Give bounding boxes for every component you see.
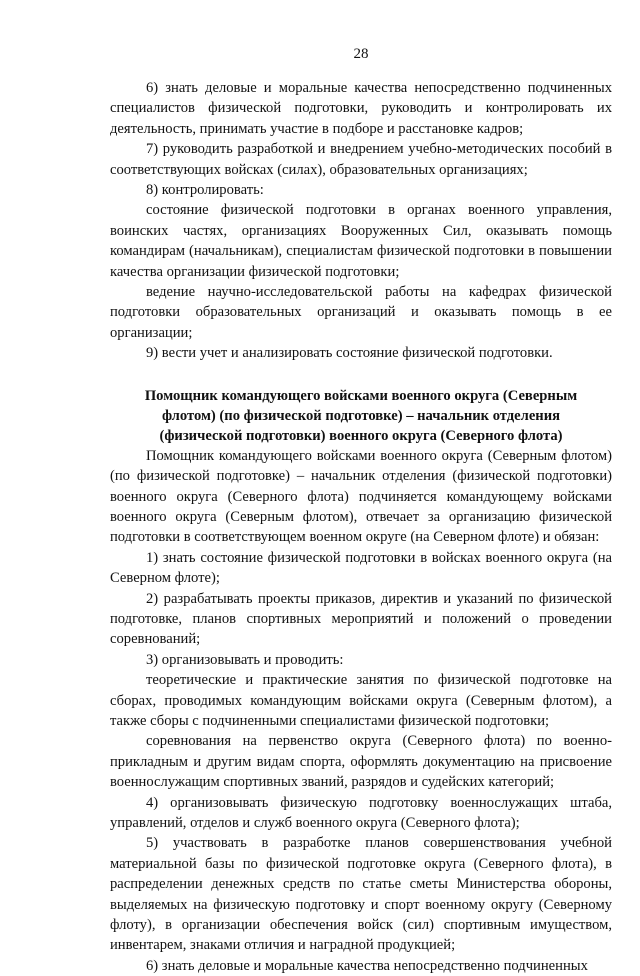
paragraph: 3) организовывать и проводить: [146, 651, 344, 668]
paragraph: 7) руководить разработкой и внедрением учебно-методических пособий в соответствующих войсках (силах), образовательных организациях; [110, 141, 612, 178]
paragraph: ведение научно-исследовательской работы на кафедрах физической подготовки образовательных организаций и оказывать помощь в ее организации; [110, 284, 612, 341]
paragraph: 1) знать состояние физической подготовки в войсках военного округа (на Северном флоте); [110, 549, 612, 587]
paragraph: 8) контролировать: [146, 182, 264, 199]
paragraph: состояние физической подготовки в органах военного управления, воинских частях, организациях Вооруженных Сил, оказывать помощь командирам (начальникам), специалистам физической подготовки в повышении качества организации физической подготовки; [110, 202, 612, 280]
page-number: 28 [353, 46, 369, 62]
section-heading: Помощник командующего войсками военного округа (Северным флотом) (по физической подготовке) – начальник отделения (физической подготовки) военного округа (Северного флота) [144, 387, 578, 444]
paragraph: 4) организовывать физическую подготовку военнослужащих штаба, управлений, отделов и служб военного округа (Северного флота); [110, 794, 612, 831]
paragraph: 6) знать деловые и моральные качества непосредственно подчиненных [146, 957, 588, 974]
paragraph: теоретические и практические занятия по физической подготовке на сборах, проводимых командующим войсками округа (Северным флотом), а также сборы с подчиненными специалистами физической подготовки; [110, 672, 612, 729]
paragraph: соревнования на первенство округа (Северного флота) по военно-прикладным и другим видам спорта, оформлять документацию на присвоение военнослужащим спортивных званий, разрядов и судейских категорий; [110, 733, 612, 791]
document-page [110, 44, 612, 976]
paragraph: 9) вести учет и анализировать состояние физической подготовки. [146, 345, 553, 362]
paragraph: Помощник командующего войсками военного округа (Северным флотом) (по физической подготовке) – начальник отделения (физической подготовки) военного округа (Северного флота) подчиняется командующему войсками военного округа (Северным флотом), отвечает за организацию физической подготовки в соответствующем военном округе (на Северном флоте) и обязан: [110, 447, 612, 546]
paragraph: 6) знать деловые и моральные качества непосредственно подчиненных специалистов физической подготовки, руководить и контролировать их деятельность, принимать участие в подборе и расстановке кадров; [110, 80, 612, 137]
paragraph: 5) участвовать в разработке планов совершенствования учебной материальной базы по физической подготовке округа (Северного флота), в распределении денежных средств по статье сметы Министерства обороны, выделяемых на физическую подготовку и спорт военному округу (Северному флоту), в организации обеспечения войск (сил) спортивным имуществом, инвентарем, знаками отличия и наградной продукцией; [110, 835, 612, 954]
paragraph: 2) разрабатывать проекты приказов, директив и указаний по физической подготовке, планов спортивных мероприятий и положений о проведении соревнований; [110, 590, 612, 648]
